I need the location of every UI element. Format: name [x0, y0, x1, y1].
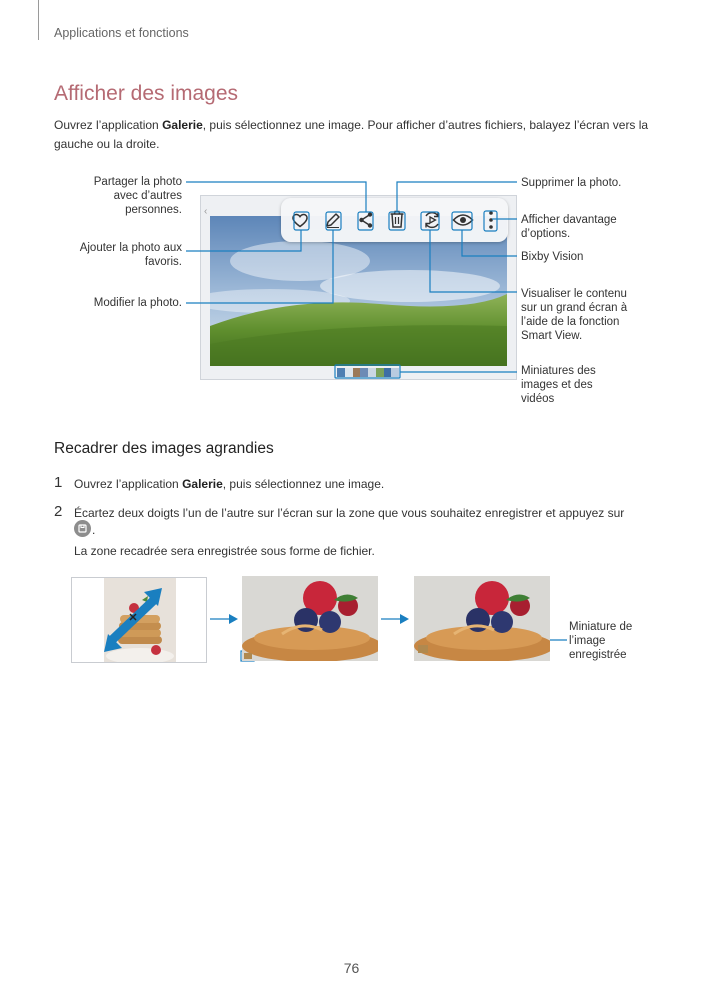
subsection-title: Recadrer des images agrandies: [54, 440, 274, 457]
pinch-arrows: [102, 578, 202, 662]
saved-thumbnail[interactable]: [418, 645, 428, 653]
step-number: 2: [54, 503, 63, 520]
share-icon[interactable]: [358, 211, 374, 229]
heart-icon[interactable]: [291, 212, 309, 228]
trash-icon[interactable]: [389, 210, 405, 229]
callout-share: Partager la photo avec d’autres personnes.: [93, 176, 182, 216]
step-text: Écartez deux doigts l’un de l’autre sur l’écran sur la zone que vous souhaitez enregistrer et appuyez sur: [74, 506, 625, 520]
pinch-zoom-screenshot: [71, 577, 207, 663]
thumbnail-strip[interactable]: [337, 368, 399, 377]
more-vertical-icon[interactable]: [488, 210, 494, 230]
pencil-icon[interactable]: [324, 211, 342, 229]
step-text: Ouvrez l’application Galerie, puis sélectionnez une image.: [74, 477, 385, 491]
page-title: Afficher des images: [54, 82, 239, 105]
app-name: Galerie: [162, 118, 203, 132]
page-number: 76: [343, 960, 360, 976]
step-note: La zone recadrée sera enregistrée sous forme de fichier.: [74, 544, 375, 558]
gallery-screenshot: [200, 195, 517, 380]
callout-thumbnails: Miniatures des images et des vidéos: [521, 365, 596, 405]
step-text-end: .: [92, 523, 96, 537]
smart-view-icon[interactable]: [422, 210, 442, 230]
callout-more: Afficher davantage d’options.: [521, 214, 617, 240]
step-number: 1: [54, 474, 63, 491]
mini-thumbnail: [244, 653, 252, 659]
zoomed-pancake-photo: [242, 576, 378, 661]
intro-paragraph: Ouvrez l’application Galerie, puis sélectionnez une image. Pour afficher d’autres fichiers, balayez l’écran vers la gauche ou la droite.: [54, 118, 649, 151]
callout-delete: Supprimer la photo.: [521, 177, 622, 189]
callout-bixby: Bixby Vision: [521, 251, 584, 263]
cropped-pancake-photo: [414, 576, 550, 661]
section-header: Applications et fonctions: [54, 26, 189, 40]
photo-toolbar: [281, 198, 508, 242]
callout-smartview: Visualiser le contenu sur un grand écran à l’aide de la fonction Smart View.: [521, 288, 628, 342]
zoomed-screenshot: [242, 576, 378, 661]
callout-edit: Modifier la photo.: [93, 297, 182, 309]
margin-rule: [38, 0, 39, 40]
save-crop-icon: [74, 520, 91, 537]
callout-saved-thumbnail: Miniature de l’image enregistrée: [569, 621, 633, 661]
back-chevron-icon: ‹: [204, 206, 208, 217]
callout-favorite: Ajouter la photo aux favoris.: [79, 242, 182, 268]
eye-icon[interactable]: [452, 212, 474, 228]
cropped-screenshot: [414, 576, 550, 661]
